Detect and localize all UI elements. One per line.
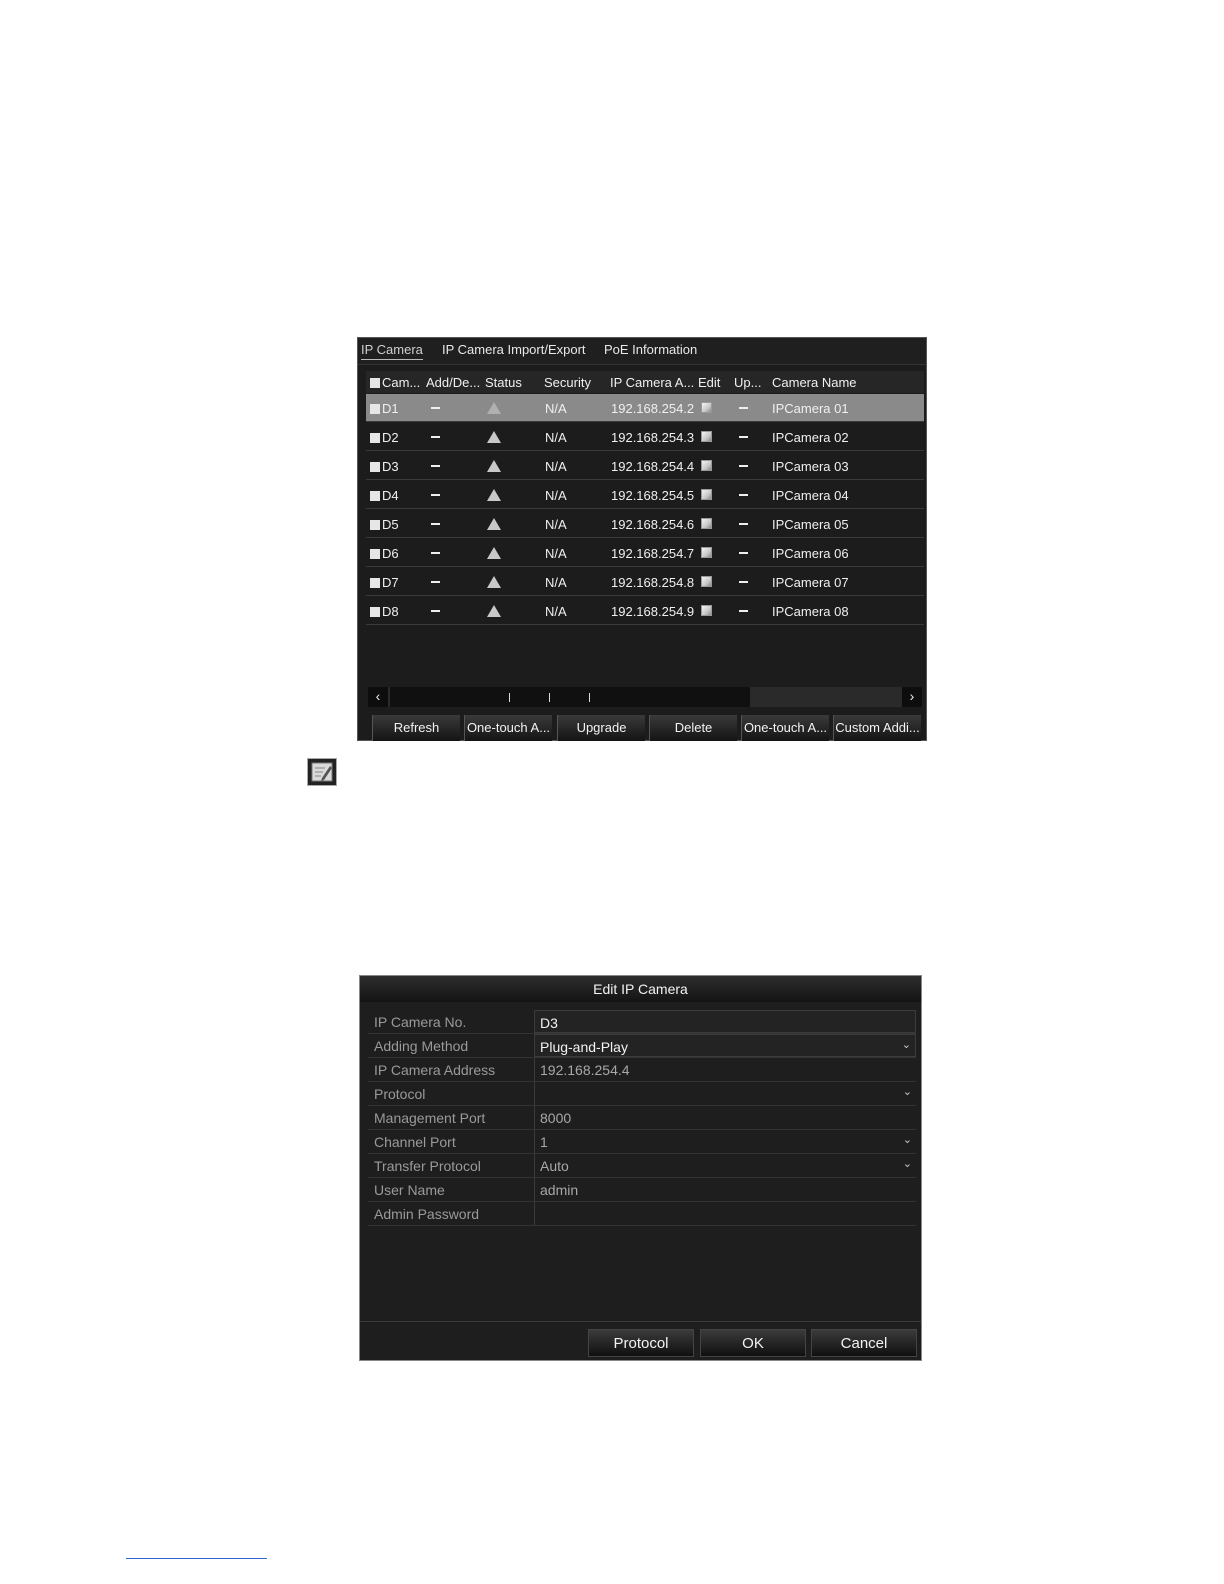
column-header-upgrade[interactable]: Up... [734,375,762,390]
field-label: Admin Password [374,1206,480,1222]
column-header-camera[interactable] [370,375,424,390]
chevron-left-icon[interactable]: ‹ [368,687,388,707]
protocol-button[interactable]: Protocol [588,1329,694,1357]
table-header [366,371,924,393]
camera-no: D3 [382,459,399,474]
camera-name: IPCamera 04 [772,488,849,503]
field-row-protocol [368,1082,916,1106]
camera-no: D4 [382,488,399,503]
warning-icon [487,402,501,414]
camera-name: IPCamera 05 [772,517,849,532]
table-row[interactable] [366,539,924,567]
ip-camera-panel [357,337,927,741]
tab-ip-camera-import-export[interactable]: IP Camera Import/Export [442,342,586,357]
refresh-button[interactable]: Refresh [372,715,460,741]
field-row-admin-password [368,1202,916,1226]
dash-icon[interactable] [431,552,440,554]
warning-icon [487,460,501,472]
camera-no: D5 [382,517,399,532]
dash-icon[interactable] [739,610,748,612]
field-label: IP Camera Address [374,1062,496,1078]
one-touch-activate-button[interactable]: One-touch A... [464,715,552,741]
ip-address: 192.168.254.8 [611,575,695,590]
dash-icon[interactable] [431,581,440,583]
security-value: N/A [545,546,567,561]
select-all-checkbox[interactable] [370,378,380,388]
warning-icon [487,605,501,617]
table-row[interactable] [366,423,924,451]
cancel-button[interactable]: Cancel [811,1329,917,1357]
column-header-status[interactable]: Status [485,375,522,390]
security-value: N/A [545,517,567,532]
field-row-ip-camera-no [368,1010,916,1034]
edit-ip-camera-dialog [359,975,922,1361]
upgrade-button[interactable]: Upgrade [557,715,645,741]
tab-ip-camera[interactable]: IP Camera [361,342,423,360]
dash-icon[interactable] [431,523,440,525]
ip-address: 192.168.254.3 [611,430,695,445]
protocol-select[interactable] [534,1082,916,1105]
field-row-user-name [368,1178,916,1202]
transfer-protocol-select[interactable]: Auto ⌄ [534,1154,916,1177]
row-checkbox[interactable] [370,404,380,414]
row-checkbox[interactable] [370,433,380,443]
field-label: User Name [374,1182,445,1198]
table-row[interactable] [366,481,924,509]
horizontal-scrollbar[interactable] [368,687,922,707]
dialog-title: Edit IP Camera [360,976,921,1002]
dash-icon[interactable] [739,523,748,525]
ip-address: 192.168.254.4 [611,459,695,474]
column-header-camera-label: Cam... [382,375,421,390]
column-header-add-delete[interactable]: Add/De... [426,375,481,390]
edit-icon[interactable] [701,431,712,442]
ok-button[interactable]: OK [700,1329,806,1357]
warning-icon [487,518,501,530]
chevron-right-icon[interactable]: › [902,687,922,707]
grip-line [549,693,550,702]
row-checkbox[interactable] [370,491,380,501]
table-row[interactable] [366,510,924,538]
chevron-down-icon: ⌄ [902,1158,912,1170]
tab-bar [358,338,926,365]
warning-icon [487,489,501,501]
warning-icon [487,431,501,443]
delete-button[interactable]: Delete [649,715,737,741]
dash-icon[interactable] [739,436,748,438]
security-value: N/A [545,575,567,590]
field-row-adding-method [368,1034,916,1058]
table-row[interactable] [366,394,924,422]
security-value: N/A [545,430,567,445]
edit-icon[interactable] [701,576,712,587]
row-checkbox[interactable] [370,607,380,617]
chevron-down-icon: ⌄ [901,1039,911,1051]
edit-icon [307,758,337,786]
row-checkbox[interactable] [370,578,380,588]
adding-method-select[interactable]: Plug-and-Play ⌄ [534,1034,916,1057]
table-row[interactable] [366,568,924,596]
field-row-management-port [368,1106,916,1130]
dash-icon[interactable] [431,610,440,612]
security-value: N/A [545,488,567,503]
edit-icon[interactable] [701,605,712,616]
field-row-transfer-protocol [368,1154,916,1178]
camera-no: D1 [382,401,399,416]
field-label: Transfer Protocol [374,1158,481,1174]
field-label: Channel Port [374,1134,456,1150]
warning-icon [487,547,501,559]
camera-no: D6 [382,546,399,561]
divider [360,1321,921,1322]
edit-icon[interactable] [701,518,712,529]
tab-poe-information[interactable]: PoE Information [604,342,698,357]
row-checkbox[interactable] [370,549,380,559]
camera-no: D2 [382,430,399,445]
dash-icon[interactable] [739,581,748,583]
edit-icon[interactable] [701,460,712,471]
ip-address: 192.168.254.6 [611,517,695,532]
camera-name: IPCamera 03 [772,459,849,474]
row-checkbox[interactable] [370,520,380,530]
table-row[interactable] [366,597,924,625]
edit-icon[interactable] [701,402,712,413]
chevron-down-icon: ⌄ [902,1086,912,1098]
footnote-separator [126,1558,267,1559]
dash-icon[interactable] [431,407,440,409]
field-label: Management Port [374,1110,486,1126]
column-header-camera-name[interactable]: Camera Name [772,375,857,390]
camera-name: IPCamera 06 [772,546,849,561]
warning-icon [487,576,501,588]
user-name-field[interactable]: admin [534,1178,916,1201]
dash-icon[interactable] [739,552,748,554]
management-port-field[interactable]: 8000 [534,1106,916,1129]
one-touch-adding-button[interactable]: One-touch A... [741,715,829,741]
ip-address: 192.168.254.9 [611,604,695,619]
chevron-down-icon: ⌄ [902,1134,912,1146]
camera-no: D7 [382,575,399,590]
dash-icon[interactable] [739,465,748,467]
field-label: Adding Method [374,1038,469,1054]
camera-name: IPCamera 08 [772,604,849,619]
field-row-ip-camera-address [368,1058,916,1082]
ip-address: 192.168.254.7 [611,546,695,561]
security-value: N/A [545,604,567,619]
field-row-channel-port [368,1130,916,1154]
column-header-ip-address[interactable]: IP Camera A... [610,375,695,390]
grip-line [509,693,510,702]
scrollbar-thumb[interactable] [390,687,750,707]
admin-password-field[interactable] [534,1202,916,1225]
camera-name: IPCamera 01 [772,401,849,416]
dash-icon[interactable] [431,465,440,467]
column-header-security[interactable]: Security [544,375,591,390]
ip-address: 192.168.254.5 [611,488,695,503]
field-label: Protocol [374,1086,426,1102]
table-row[interactable] [366,452,924,480]
row-checkbox[interactable] [370,462,380,472]
camera-no: D8 [382,604,399,619]
dash-icon[interactable] [431,436,440,438]
ip-camera-address-field[interactable]: 192.168.254.4 [534,1058,916,1081]
ip-camera-no-field[interactable]: D3 [534,1010,916,1033]
edit-icon[interactable] [701,489,712,500]
field-label: IP Camera No. [374,1014,467,1030]
ip-address: 192.168.254.2 [611,401,695,416]
camera-name: IPCamera 02 [772,430,849,445]
dash-icon[interactable] [739,407,748,409]
security-value: N/A [545,459,567,474]
grip-line [589,693,590,702]
dash-icon[interactable] [739,494,748,496]
channel-port-select[interactable]: 1 ⌄ [534,1130,916,1153]
security-value: N/A [545,401,567,416]
edit-icon[interactable] [701,547,712,558]
custom-adding-button[interactable]: Custom Addi... [833,715,921,741]
camera-name: IPCamera 07 [772,575,849,590]
dash-icon[interactable] [431,494,440,496]
column-header-edit[interactable]: Edit [698,375,721,390]
